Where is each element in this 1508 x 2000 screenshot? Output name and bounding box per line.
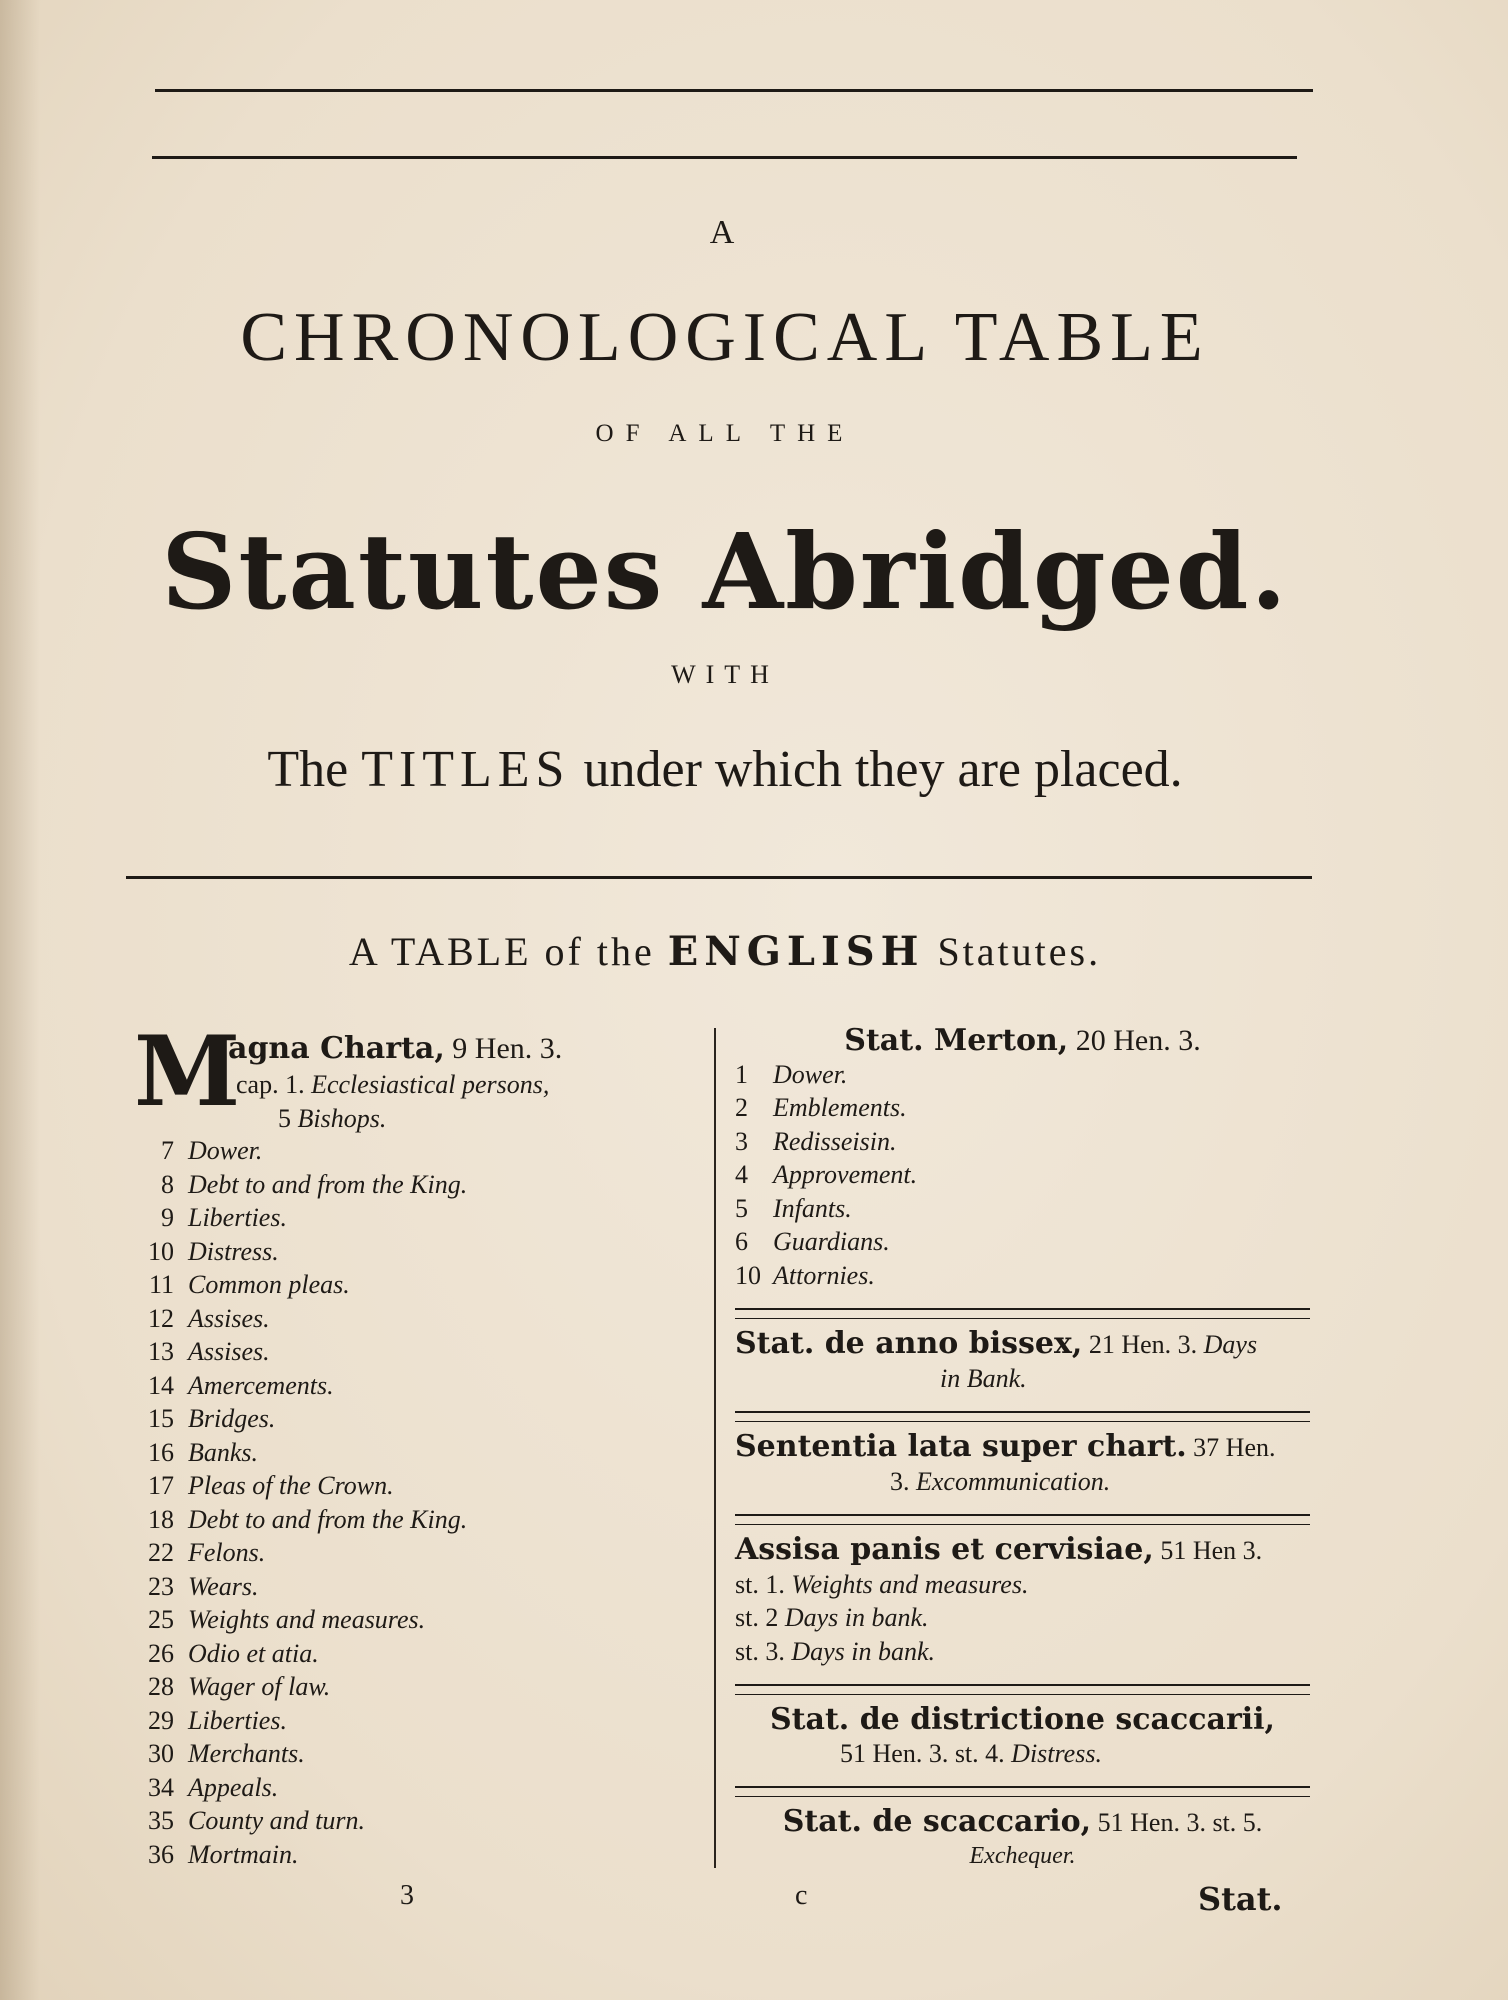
merton-heading <box>735 1024 1310 1058</box>
separator-rule <box>735 1411 1310 1422</box>
item-text: Assises. <box>188 1303 270 1333</box>
separator-rule <box>735 1308 1310 1319</box>
item-number: 14 <box>148 1370 174 1400</box>
signature-letter: c <box>795 1880 808 1911</box>
list-item <box>128 1570 467 1604</box>
left-column <box>128 1015 718 1869</box>
item-text: Dower. <box>188 1136 263 1165</box>
magna-charta-ref: 9 Hen. 3. <box>452 1032 563 1065</box>
merton-list <box>735 1058 1310 1293</box>
item-text: Weights and measures. <box>188 1605 426 1634</box>
item-number: 13 <box>148 1337 174 1366</box>
list-item <box>735 1568 1310 1602</box>
bissex-ref: 21 Hen. 3. <box>1088 1330 1198 1359</box>
list-item <box>735 1601 1310 1635</box>
item-number: 11 <box>148 1270 174 1299</box>
item-text: Amercements. <box>188 1370 334 1400</box>
item-number: 5 <box>278 1104 291 1133</box>
list-item <box>128 1201 467 1235</box>
item-text: Banks. <box>188 1437 259 1467</box>
list-item <box>735 1091 1310 1125</box>
list-item <box>128 1503 467 1537</box>
magna-cap1-line <box>236 1068 549 1102</box>
table-heading <box>130 928 1320 975</box>
list-item <box>128 1402 467 1436</box>
separator-rule <box>735 1514 1310 1525</box>
list-item <box>735 1635 1310 1669</box>
districtione-text: Distress. <box>1011 1738 1102 1768</box>
list-item <box>128 1369 467 1403</box>
item-number: 22 <box>148 1538 174 1567</box>
item-number: 9 <box>161 1203 174 1232</box>
item-text: Infants. <box>773 1193 852 1223</box>
bissex-text-1: Days <box>1203 1330 1258 1359</box>
cap1-text: Ecclesiastical persons, <box>311 1070 550 1099</box>
item-text: Attornies. <box>773 1260 875 1290</box>
item-number: 8 <box>161 1169 174 1199</box>
districtione-title: Stat. de districtione scaccarii, <box>769 1702 1276 1737</box>
magna-item-5 <box>278 1102 386 1136</box>
item-text: Days in bank. <box>784 1603 929 1632</box>
section-rule <box>126 876 1312 879</box>
list-item <box>735 1259 1310 1293</box>
bissex-title: Stat. de anno bissex, <box>735 1326 1083 1361</box>
scaccario-entry <box>735 1805 1310 1873</box>
drop-cap: M <box>134 1015 241 1128</box>
titles-post: under which they are placed. <box>583 741 1183 798</box>
title-statutes-abridged: Statutes Abridged. <box>161 510 1289 633</box>
sententia-entry <box>735 1430 1310 1498</box>
item-number: 4 <box>735 1160 748 1189</box>
item-text: Appeals. <box>188 1772 279 1802</box>
scaccario-ref: 51 Hen. 3. st. 5. <box>1097 1808 1263 1837</box>
item-text: Weights and measures. <box>791 1569 1029 1599</box>
list-item <box>128 1603 467 1637</box>
titles-pre: The <box>267 741 349 798</box>
item-text: Pleas of the Crown. <box>188 1471 394 1500</box>
list-item <box>128 1536 467 1570</box>
list-item <box>128 1469 467 1503</box>
catchword: Stat. <box>1198 1880 1283 1918</box>
item-text: Mortmain. <box>188 1839 299 1869</box>
item-number: st. 2 <box>735 1603 779 1632</box>
districtione-ref: 51 Hen. 3. st. 4. <box>840 1738 1005 1768</box>
list-item <box>735 1125 1310 1159</box>
item-number: 34 <box>148 1772 174 1802</box>
titles-caps: TITLES <box>361 741 571 798</box>
item-text: Assises. <box>188 1337 270 1366</box>
item-text: Days in bank. <box>791 1636 936 1666</box>
assisa-ref: 51 Hen 3. <box>1160 1536 1263 1565</box>
list-item <box>128 1838 467 1872</box>
bissex-text-2: in Bank. <box>940 1363 1027 1393</box>
list-item <box>735 1192 1310 1226</box>
signature-mark: 3 <box>400 1880 414 1911</box>
sententia-text: Excommunication. <box>916 1466 1111 1496</box>
item-number: 26 <box>148 1638 174 1668</box>
sententia-title: Sententia lata super chart. <box>735 1429 1187 1464</box>
sententia-num: 3. <box>890 1466 910 1496</box>
assisa-title: Assisa panis et cervisiae, <box>735 1532 1154 1567</box>
list-item <box>128 1670 467 1704</box>
item-number: 30 <box>148 1739 174 1768</box>
item-number: 15 <box>148 1404 174 1433</box>
list-item <box>128 1436 467 1470</box>
item-text: Distress. <box>188 1236 279 1266</box>
item-number: 2 <box>735 1093 748 1122</box>
item-number: 29 <box>148 1705 174 1735</box>
list-item <box>735 1158 1310 1192</box>
list-item <box>128 1335 467 1369</box>
list-item <box>128 1637 467 1671</box>
title-a: A <box>709 214 741 251</box>
item-text: Odio et atia. <box>188 1638 319 1668</box>
item-text: Merchants. <box>188 1739 305 1768</box>
item-number: 6 <box>735 1227 748 1256</box>
item-text: Bridges. <box>188 1404 276 1433</box>
item-number: st. 1. <box>735 1569 785 1599</box>
magna-charta-title-line <box>228 1032 562 1066</box>
cap1-prefix: cap. 1. <box>236 1070 305 1099</box>
list-item <box>128 1737 467 1771</box>
item-text: Wears. <box>188 1571 259 1601</box>
item-number: 3 <box>735 1126 748 1156</box>
title-the-titles <box>130 740 1320 799</box>
separator-rule <box>735 1786 1310 1797</box>
districtione-entry <box>735 1703 1310 1770</box>
item-number: 10 <box>148 1236 174 1266</box>
list-item <box>128 1804 467 1838</box>
list-item <box>128 1771 467 1805</box>
list-item <box>128 1302 467 1336</box>
item-text: Bishops. <box>297 1104 387 1133</box>
assisa-entry <box>735 1533 1310 1668</box>
item-number: 10 <box>735 1260 761 1290</box>
list-item <box>128 1134 467 1168</box>
item-text: County and turn. <box>188 1806 365 1835</box>
item-number: st. 3. <box>735 1636 785 1666</box>
list-item <box>128 1235 467 1269</box>
top-rule <box>155 89 1313 92</box>
title-chronological-table: CHRONOLOGICAL TABLE <box>240 299 1210 376</box>
table-heading-post: Statutes. <box>937 929 1102 974</box>
list-item <box>128 1704 467 1738</box>
item-number: 25 <box>148 1605 174 1634</box>
item-text: Debt to and from the King. <box>188 1169 468 1199</box>
item-text: Felons. <box>188 1538 266 1567</box>
item-number: 23 <box>148 1571 174 1601</box>
list-item <box>128 1168 467 1202</box>
magna-charta-list <box>128 1134 467 1871</box>
item-text: Guardians. <box>773 1227 890 1256</box>
merton-title: Stat. Merton, <box>844 1023 1069 1058</box>
scaccario-text: Exchequer. <box>969 1842 1076 1869</box>
item-number: 5 <box>735 1193 748 1223</box>
title-of-all-the: OF ALL THE <box>595 420 855 447</box>
item-text: Wager of law. <box>188 1672 331 1701</box>
right-column <box>735 1024 1310 1873</box>
column-divider <box>714 1028 716 1868</box>
item-text: Debt to and from the King. <box>188 1504 468 1534</box>
item-number: 28 <box>148 1672 174 1701</box>
item-text: Liberties. <box>188 1203 287 1232</box>
item-text: Approvement. <box>773 1160 918 1189</box>
list-item <box>735 1225 1310 1259</box>
list-item <box>128 1268 467 1302</box>
separator-rule <box>735 1684 1310 1695</box>
item-number: 12 <box>148 1303 174 1333</box>
item-number: 36 <box>148 1839 174 1869</box>
item-number: 18 <box>148 1504 174 1534</box>
list-item <box>735 1058 1310 1092</box>
item-text: Redisseisin. <box>773 1126 897 1156</box>
magna-charta-entry <box>128 1015 718 1134</box>
item-number: 1 <box>735 1059 748 1089</box>
item-number: 7 <box>161 1136 174 1165</box>
scaccario-title: Stat. de scaccario, <box>782 1804 1092 1839</box>
item-number: 16 <box>148 1437 174 1467</box>
item-text: Dower. <box>773 1059 848 1089</box>
header-rule <box>152 156 1297 159</box>
item-text: Emblements. <box>773 1093 907 1122</box>
table-heading-pre: A TABLE of the <box>348 929 655 974</box>
sententia-ref: 37 Hen. <box>1193 1433 1276 1462</box>
magna-charta-title: agna Charta, <box>228 1031 445 1066</box>
merton-ref: 20 Hen. 3. <box>1075 1024 1201 1057</box>
table-heading-english: ENGLISH <box>667 928 925 975</box>
title-with: WITH <box>671 660 779 689</box>
item-number: 35 <box>148 1806 174 1835</box>
bissex-entry <box>735 1327 1310 1395</box>
item-number: 17 <box>148 1471 174 1500</box>
item-text: Common pleas. <box>188 1270 350 1299</box>
item-text: Liberties. <box>188 1705 287 1735</box>
